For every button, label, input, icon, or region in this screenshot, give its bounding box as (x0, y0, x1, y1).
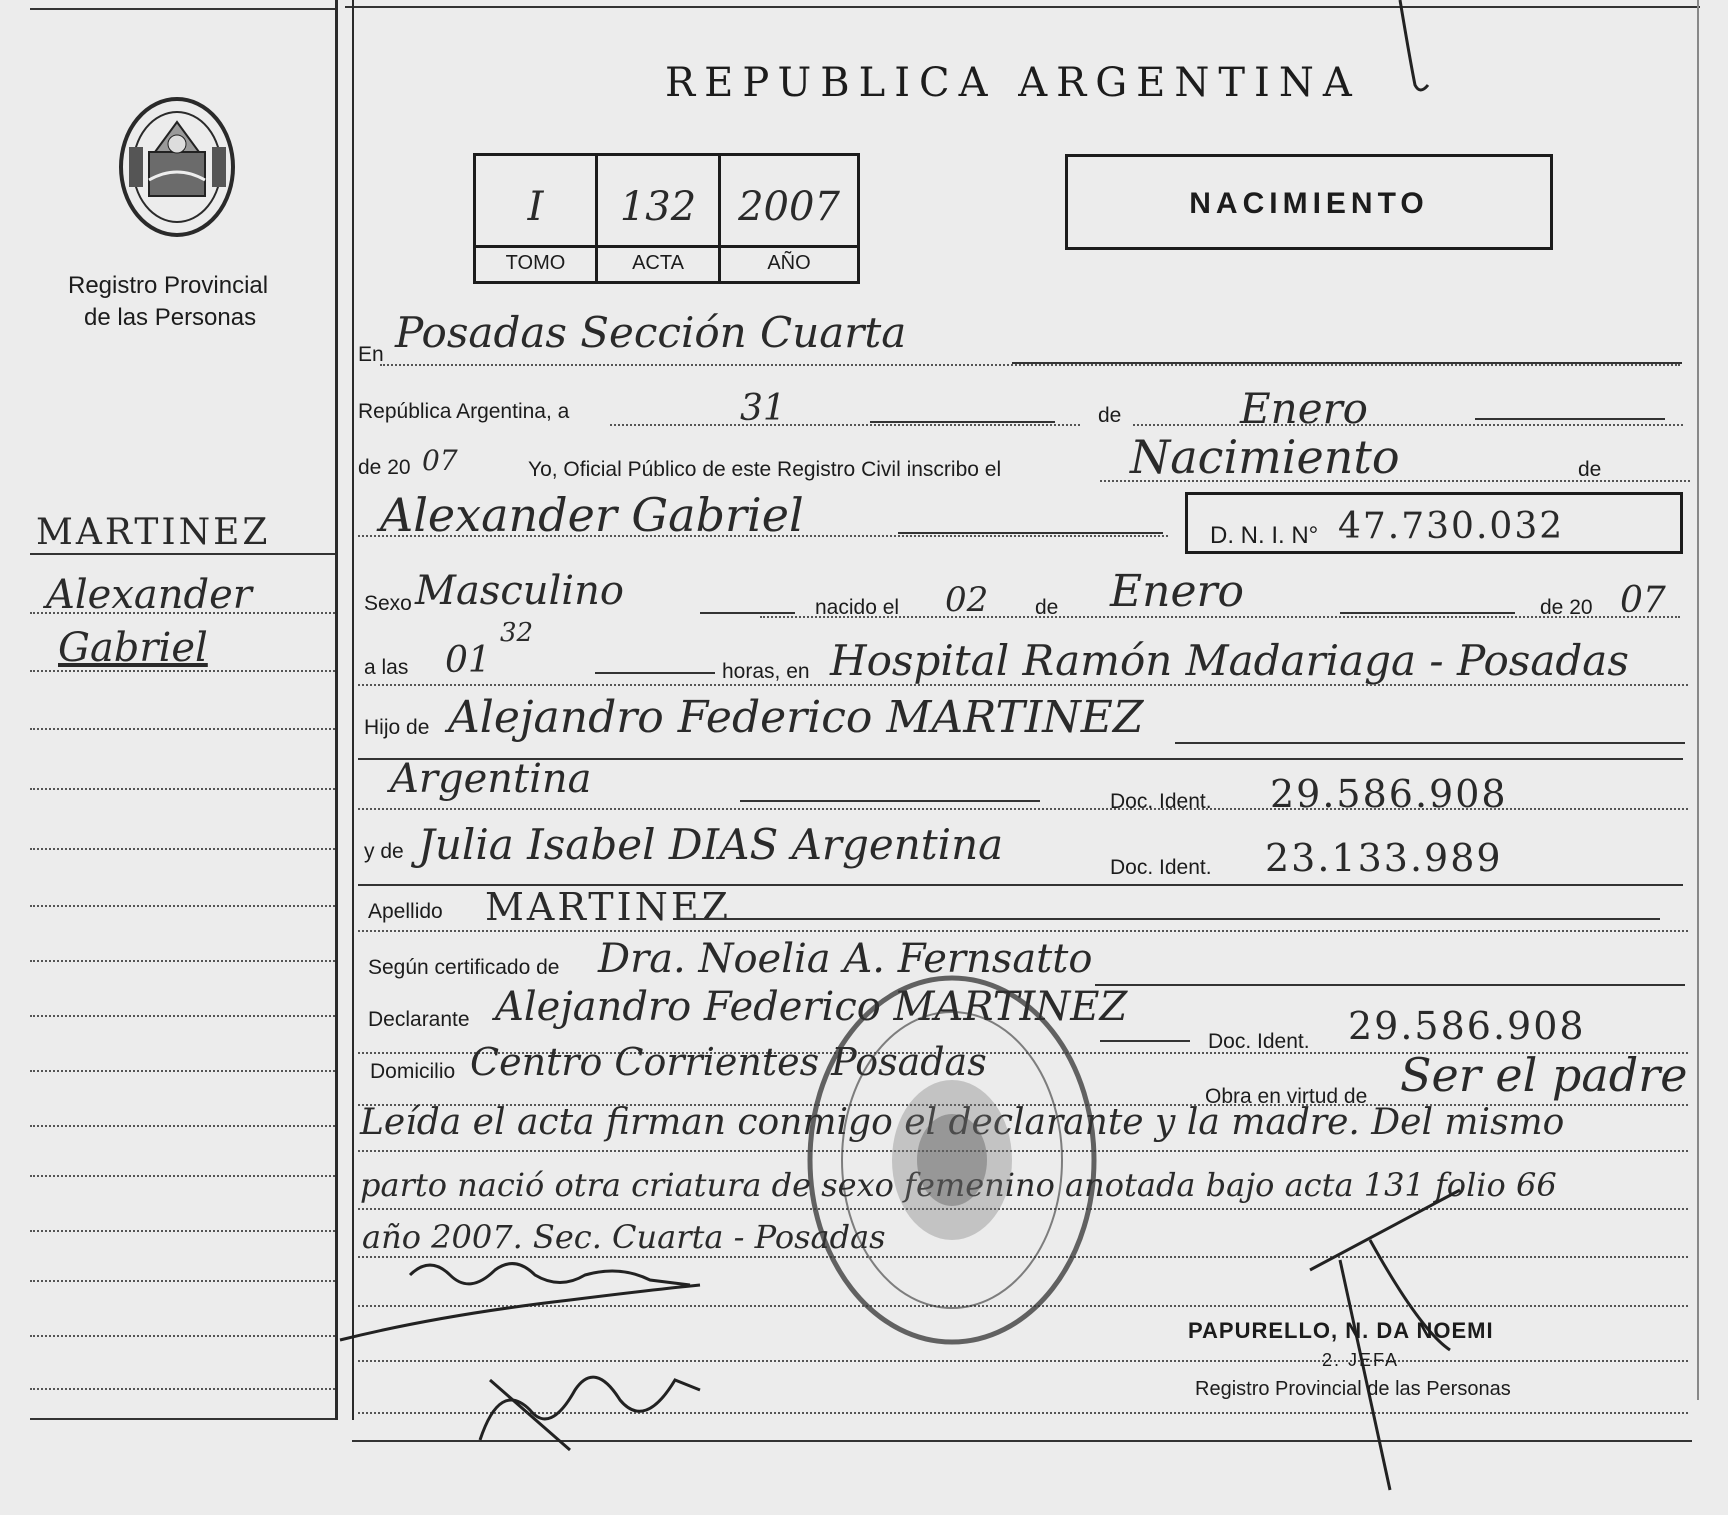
doc-ident-label3: Doc. Ident. (1208, 1030, 1310, 1053)
acta-value: 132 (619, 184, 697, 230)
row10-dots (358, 930, 1688, 932)
de-label: de (1098, 404, 1122, 427)
obra-value: Ser el padre (1400, 1048, 1688, 1102)
doc-ident-label2: Doc. Ident. (1110, 856, 1212, 879)
margin-rule-1 (30, 553, 335, 555)
margin-dots-7 (30, 960, 335, 962)
margin-dots-9 (30, 1070, 335, 1072)
margin-dots-15 (30, 1388, 335, 1390)
margin-dots-4 (30, 788, 335, 790)
row7-rule-a (1175, 742, 1685, 744)
declarante-value: Alejandro Federico MARTINEZ (495, 984, 1128, 1030)
obra-label: Obra en virtud de (1205, 1085, 1368, 1108)
row2-rule-a (870, 421, 1055, 423)
republica-label: República Argentina, a (358, 400, 570, 423)
mother-name: Julia Isabel DIAS Argentina (418, 820, 1004, 869)
row4-dots (358, 535, 1168, 537)
year-prefix: de 20 (358, 456, 411, 479)
margin-dots-2 (30, 670, 335, 672)
margin-given2: Gabriel (58, 625, 208, 671)
bottom-rule-left (30, 1418, 335, 1420)
row5-rule-a (700, 612, 795, 614)
apellido-value: MARTINEZ (485, 885, 732, 929)
row10-rule (680, 918, 1660, 920)
birth-year-prefix: de 20 (1540, 596, 1593, 619)
domicilio-label: Domicilio (370, 1060, 456, 1083)
signature-declarante-icon (320, 1245, 740, 1355)
doc-ident-label: Doc. Ident. (1110, 790, 1212, 813)
sexo-label: Sexo (364, 592, 412, 615)
birth-year-suffix: 07 (1620, 580, 1666, 621)
child-name: Alexander Gabriel (380, 488, 804, 542)
row8-rule (740, 800, 1040, 802)
acta-table (473, 153, 860, 284)
declarante-doc: 29.586.908 (1348, 1004, 1586, 1048)
en-label: En (358, 343, 384, 366)
margin-dots-14 (30, 1335, 335, 1337)
month-value: Enero (1240, 384, 1368, 433)
place-value: Hospital Ramón Madariaga - Posadas (830, 636, 1629, 685)
margin-dots-12 (30, 1230, 335, 1232)
row6-dots (358, 684, 1688, 686)
domicilio-value: Centro Corrientes Posadas (470, 1040, 987, 1084)
de-label3: de (1035, 596, 1059, 619)
dni-value: 47.730.032 (1338, 506, 1565, 547)
en-value: Posadas Sección Cuarta (395, 308, 907, 357)
margin-dots-8 (30, 1015, 335, 1017)
margin-dots-1 (30, 612, 335, 614)
official-office: Registro Provincial de las Personas (1195, 1378, 1511, 1400)
row2-dots-a (610, 424, 1080, 426)
row4-rule (898, 532, 1163, 534)
registry-line2: de las Personas (84, 304, 257, 331)
anio-header: AÑO (767, 252, 811, 274)
hour-value: 01 (445, 640, 491, 681)
acta-header: ACTA (632, 252, 684, 274)
segun-value: Dra. Noelia A. Fernsatto (598, 936, 1093, 982)
form-left-border (352, 0, 354, 1420)
left-column-divider (335, 0, 338, 1420)
yde-label: y de (364, 840, 404, 863)
country-title: REPUBLICA ARGENTINA (665, 60, 1361, 106)
margin-dots-6 (30, 905, 335, 907)
year-suffix: 07 (422, 444, 458, 477)
father-nationality: Argentina (390, 756, 592, 802)
apellido-label: Apellido (368, 900, 443, 923)
anio-value: 2007 (738, 184, 840, 230)
note-line-3: año 2007. Sec. Cuarta - Posadas (362, 1218, 886, 1256)
top-signature-stroke-icon (1380, 0, 1440, 95)
margin-dots-3 (30, 728, 335, 730)
margin-dots-11 (30, 1175, 335, 1177)
official-name: PAPURELLO, N. DA NOEMI (1188, 1318, 1494, 1343)
margin-dots-13 (30, 1280, 335, 1282)
event-value: Nacimiento (1130, 430, 1400, 484)
minute-value: 32 (500, 618, 534, 648)
de-label2: de (1578, 458, 1602, 481)
birth-month: Enero (1110, 566, 1245, 617)
right-edge (1697, 0, 1699, 1400)
official-stamp-icon (800, 968, 1105, 1353)
birth-day: 02 (945, 580, 989, 620)
margin-given1: Alexander (46, 572, 252, 618)
signature-mother-icon (460, 1340, 720, 1470)
act-type-box (1065, 154, 1553, 250)
row12-rule (1100, 1040, 1190, 1042)
note-line-2: parto nació otra criatura de sexo femenino anotada bajo acta 131 folio 66 (360, 1166, 1557, 1204)
margin-dots-10 (30, 1125, 335, 1127)
margin-dots-5 (30, 848, 335, 850)
act-type-label: NACIMIENTO (1189, 187, 1429, 220)
tomo-value: I (527, 184, 544, 230)
row11-rule (1095, 984, 1685, 986)
declarante-label: Declarante (368, 1008, 470, 1031)
nacido-label: nacido el (815, 596, 900, 619)
margin-surname: MARTINEZ (36, 512, 271, 553)
row6-rule (595, 672, 715, 674)
top-rule-left (30, 8, 335, 10)
row2-dots-b (1133, 424, 1683, 426)
horas-label: horas, en (722, 660, 810, 683)
mother-doc: 23.133.989 (1265, 836, 1503, 880)
official-title: 2. JEFA (1322, 1350, 1400, 1370)
row5-rule-b (1340, 612, 1515, 614)
note-line-1: Leída el acta firman conmigo el declarante y la madre. Del mismo (360, 1102, 1565, 1143)
day-value: 31 (740, 388, 786, 429)
father-doc: 29.586.908 (1270, 772, 1508, 816)
father-name: Alejandro Federico MARTINEZ (448, 692, 1144, 743)
top-rule-right (345, 6, 1700, 8)
row1-dots (380, 364, 1680, 366)
sexo-value: Masculino (415, 568, 624, 614)
registry-line1: Registro Provincial (68, 272, 269, 299)
row2-rule-b (1475, 418, 1665, 420)
yo-label: Yo, Oficial Público de este Registro Civil inscribo el (528, 458, 1002, 481)
dni-label: D. N. I. N° (1210, 522, 1319, 549)
segun-label: Según certificado de (368, 956, 560, 979)
hijo-label: Hijo de (364, 716, 430, 739)
tomo-header: TOMO (505, 252, 566, 274)
provincial-seal-icon (115, 92, 240, 242)
alas-label: a las (364, 656, 409, 679)
